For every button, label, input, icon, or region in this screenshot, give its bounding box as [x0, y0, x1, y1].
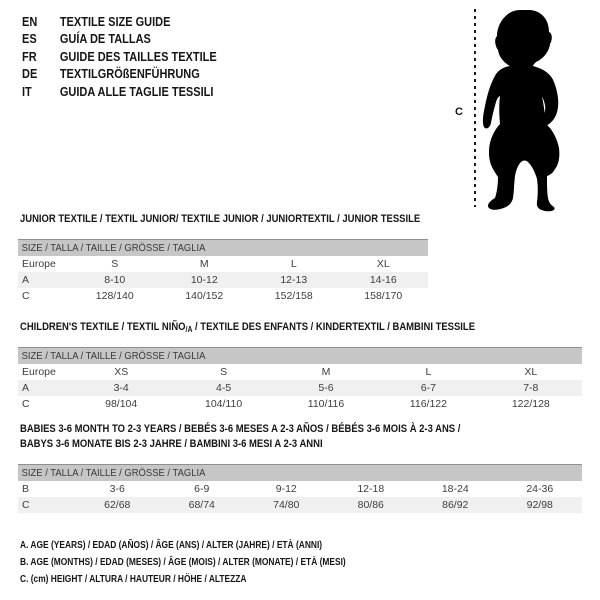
footnote-b: B. AGE (MONTHS) / EDAD (MESES) / ÂGE (MOIS) / ALTER (MONATE) / ETÀ (MESI)	[20, 556, 346, 568]
size-value-cell: 158/170	[364, 290, 403, 302]
language-title: TEXTILGRÖßENFÜHRUNG	[59, 67, 200, 82]
baby-silhouette-icon	[470, 6, 582, 212]
size-value-cell: S	[220, 366, 228, 378]
table-row-a	[18, 272, 428, 288]
size-value-cell: 3-4	[113, 382, 129, 394]
size-value-cell: XL	[524, 366, 538, 378]
size-value-cell: 12-18	[357, 483, 385, 495]
language-title: GUIDE DES TAILLES TEXTILE	[59, 49, 217, 64]
language-title: GUÍA DE TALLAS	[59, 32, 151, 47]
size-value-cell: 128/140	[95, 290, 134, 302]
language-code: EN	[22, 14, 38, 29]
size-value-cell: XS	[114, 366, 129, 378]
language-title: GUIDA ALLE TAGLIE TESSILI	[59, 84, 214, 99]
size-value-cell: 116/122	[409, 398, 447, 410]
size-header-label: SIZE / TALLA / TAILLE / GRÖSSE / TAGLIA	[21, 242, 206, 254]
language-row	[22, 48, 217, 66]
size-value-cell: 86/92	[442, 499, 469, 511]
junior-section-title: JUNIOR TEXTILE / TEXTIL JUNIOR/ TEXTILE JUNIOR / JUNIORTEXTIL / JUNIOR TESSILE	[20, 213, 421, 225]
babies-title-line1: BABIES 3-6 MONTH TO 2-3 YEARS / BEBÉS 3-6 MESES A 2-3 AÑOS / BÉBÉS 3-6 MOIS À 2-3 ANS /	[20, 423, 461, 435]
language-code: IT	[22, 84, 32, 99]
size-value-cell: 14-16	[369, 274, 397, 286]
size-value-cell: 92/98	[526, 499, 553, 511]
size-value-cell: 3-6	[109, 483, 125, 495]
footnote-a: A. AGE (YEARS) / EDAD (AÑOS) / ÂGE (ANS) / ALTER (JAHRE) / ETÀ (ANNI)	[20, 539, 323, 551]
size-value-cell: 74/80	[273, 499, 300, 511]
table-row-europe	[18, 256, 428, 272]
size-header-bar	[18, 347, 582, 364]
size-value-cell: 122/128	[511, 398, 550, 410]
size-value-cell: 9-12	[275, 483, 297, 495]
children-title-sub: /A	[185, 325, 193, 334]
footnote-c: C. (cm) HEIGHT / ALTURA / HAUTEUR / HÖHE / ALTEZZA	[20, 573, 247, 585]
height-measure-label: C	[455, 106, 463, 118]
size-value-cell: 6-7	[420, 382, 436, 394]
size-value-cell: 80/86	[357, 499, 384, 511]
size-value-cell: 10-12	[190, 274, 218, 286]
size-value-cell: L	[425, 366, 432, 378]
size-value-cell: M	[199, 258, 209, 270]
table-row-c	[18, 396, 582, 412]
language-row	[22, 66, 217, 84]
size-value-cell: 152/158	[274, 290, 313, 302]
language-code: FR	[22, 49, 37, 64]
size-value-cell: 6-9	[194, 483, 210, 495]
row-label: C	[22, 499, 30, 511]
size-value-cell: 104/110	[205, 398, 243, 410]
size-value-cell: 62/68	[104, 499, 131, 511]
size-header-bar	[18, 464, 582, 481]
language-title: TEXTILE SIZE GUIDE	[59, 14, 171, 29]
children-title-prefix: CHILDREN'S TEXTILE / TEXTIL NIÑO	[20, 321, 186, 333]
size-header-label: SIZE / TALLA / TAILLE / GRÖSSE / TAGLIA	[21, 350, 206, 362]
table-row-europe	[18, 364, 582, 380]
size-value-cell: S	[111, 258, 119, 270]
row-label: C	[22, 290, 30, 302]
size-value-cell: 5-6	[318, 382, 334, 394]
row-label: Europe	[22, 258, 56, 270]
children-title-suffix: / TEXTILE DES ENFANTS / KINDERTEXTIL / BAMBINI TESSILE	[192, 321, 476, 333]
size-value-cell: 12-13	[280, 274, 308, 286]
size-header-bar	[18, 239, 428, 256]
size-header-label: SIZE / TALLA / TAILLE / GRÖSSE / TAGLIA	[21, 467, 206, 479]
row-label: Europe	[22, 366, 56, 378]
size-value-cell: 110/116	[307, 398, 345, 410]
language-code: ES	[22, 32, 37, 47]
row-label: B	[22, 483, 30, 495]
table-row-c	[18, 497, 582, 513]
language-row	[22, 83, 217, 101]
size-value-cell: 24-36	[526, 483, 554, 495]
language-list	[22, 13, 243, 101]
size-value-cell: XL	[376, 258, 390, 270]
row-label: A	[22, 382, 30, 394]
size-value-cell: 98/104	[105, 398, 138, 410]
footnotes	[20, 537, 346, 588]
junior-size-table	[18, 239, 428, 304]
table-row-b	[18, 481, 582, 497]
size-value-cell: 4-5	[216, 382, 232, 394]
size-value-cell: 8-10	[104, 274, 126, 286]
size-value-cell: M	[321, 366, 331, 378]
language-row	[22, 13, 217, 31]
language-row	[22, 31, 217, 49]
size-value-cell: 68/74	[188, 499, 215, 511]
size-value-cell: 140/152	[185, 290, 224, 302]
row-label: A	[22, 274, 30, 286]
baby-silhouette-shape	[483, 10, 559, 211]
babies-size-table	[18, 464, 582, 513]
size-value-cell: L	[290, 258, 297, 270]
row-label: C	[22, 398, 30, 410]
children-size-table	[18, 347, 582, 412]
language-code: DE	[22, 67, 38, 82]
babies-title-line2: BABYS 3-6 MONATE BIS 2-3 JAHRE / BAMBINI 3-6 MESI A 2-3 ANNI	[20, 438, 323, 450]
size-value-cell: 18-24	[441, 483, 469, 495]
table-row-a	[18, 380, 582, 396]
babies-section-title	[20, 422, 460, 452]
size-value-cell: 7-8	[523, 382, 539, 394]
table-row-c	[18, 288, 428, 304]
children-section-title	[20, 320, 475, 337]
